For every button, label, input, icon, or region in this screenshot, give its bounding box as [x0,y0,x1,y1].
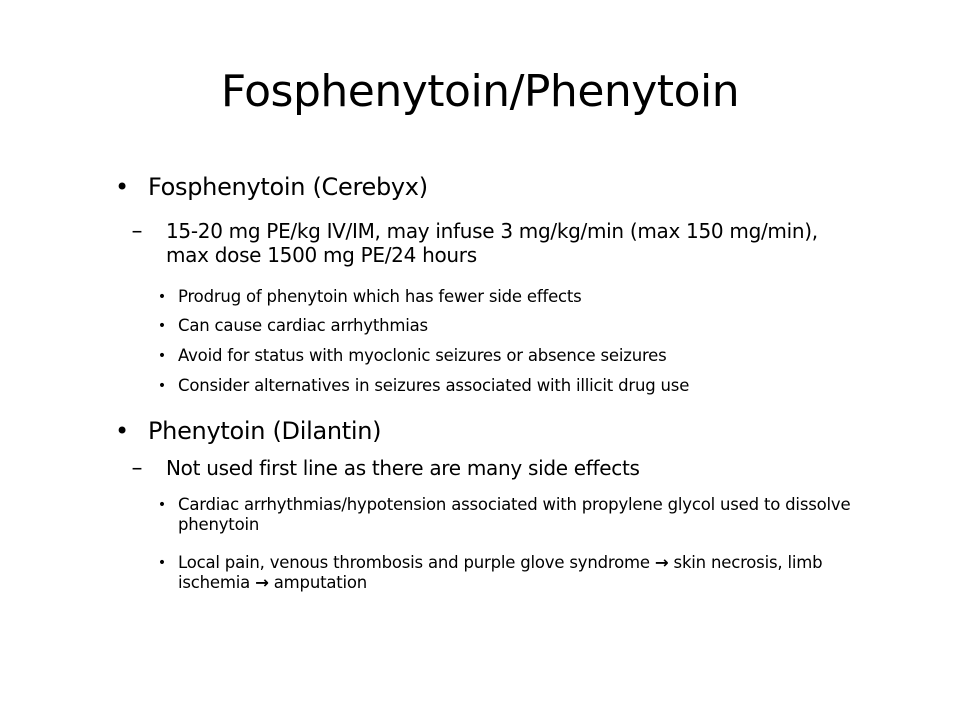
dose-text: 15-20 mg PE/kg IV/IM, may infuse 3 mg/kg/min (max 150 mg/min), max dose 1500 mg PE/24 hours [166,219,818,267]
point-text: Avoid for status with myoclonic seizures or absence seizures [178,346,667,365]
point-text-with-arrows [178,553,868,593]
point-text: Consider alternatives in seizures associated with illicit drug use [178,376,690,395]
point-text: Can cause cardiac arrhythmias [178,316,428,335]
arrow-right-icon: → [255,573,269,592]
section-heading: Phenytoin (Dilantin) [148,417,382,445]
slide-title: Fosphenytoin/Phenytoin [220,66,740,117]
bullet-icon: • [157,289,167,305]
point-text: Prodrug of phenytoin which has fewer side effects [178,287,582,306]
bullet-icon: • [157,555,167,571]
bullet-icon: • [157,378,167,394]
dash-icon: – [131,219,143,244]
arrow-right-icon: → [654,553,669,572]
bullet-icon: • [115,417,130,445]
point-part2: skin necrosis, limb ischemia [178,553,823,592]
bullet-icon: • [157,318,167,334]
bullet-icon: • [157,348,167,364]
point-part1: Local pain, venous thrombosis and purple glove syndrome [178,553,650,572]
sub-text: Not used first line as there are many side effects [166,456,640,480]
point-text: Cardiac arrhythmias/hypotension associated with propylene glycol used to dissolve phenytoin [178,495,851,534]
section-heading: Fosphenytoin (Cerebyx) [148,173,428,201]
bullet-icon: • [115,173,130,201]
point-part3: amputation [273,573,368,592]
dash-icon: – [131,456,143,481]
bullet-icon: • [157,497,167,513]
